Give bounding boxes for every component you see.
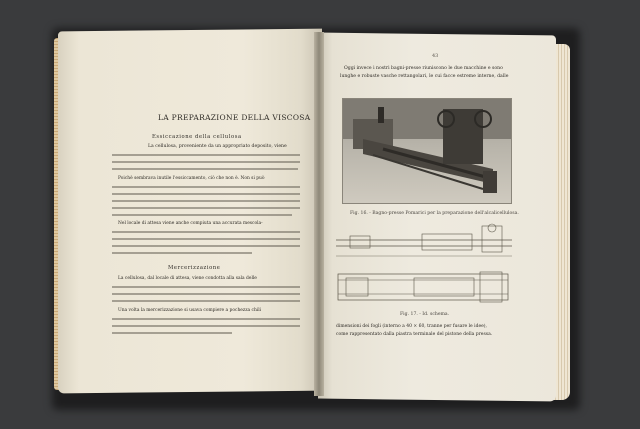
page-number: 43 <box>432 53 439 59</box>
text-line <box>112 186 300 188</box>
text-line <box>112 318 300 320</box>
closing-line-1: dimensioni dei fogli (interno a 40 × 60, tranne per fusare le idee), <box>336 324 487 329</box>
text-line <box>112 300 300 302</box>
paragraph-line: Poichè sembrava inutile l'essiccamento, ciò che non è. Non si può <box>118 176 265 181</box>
text-line <box>112 325 300 327</box>
text-line <box>112 154 300 156</box>
paragraph-line: Una volta la mercerizzazione si usava compiere a pochezza chili <box>118 308 262 313</box>
text-line <box>112 207 300 209</box>
figure-17-caption: Fig. 17. - Id. schema. <box>400 312 450 317</box>
text-line <box>112 293 300 295</box>
paragraph-line: Nel locale di attesa viene anche compiuta una accurata mescola- <box>118 221 263 226</box>
section-heading-mercerizzazione: Mercerizzazione <box>168 265 221 271</box>
figure-16-caption: Fig. 16. - Bagno-presse Pomarici per la preparazione dell'alcalicellulosa. <box>350 211 519 216</box>
book-gutter <box>314 32 324 396</box>
side-elevation-drawing <box>332 220 516 264</box>
text-line <box>112 193 300 195</box>
text-line <box>112 231 300 233</box>
press-machine-illustration <box>343 99 511 203</box>
plan-view-drawing <box>334 268 514 308</box>
text-line <box>112 214 292 216</box>
machine-photo <box>342 98 512 204</box>
text-line <box>112 252 252 254</box>
text-line <box>112 245 300 247</box>
closing-line-2: come rappresentato dalla piastra terminale del pistone della pressa. <box>336 332 493 337</box>
text-line <box>112 168 298 170</box>
left-page <box>58 29 322 394</box>
text-line <box>112 200 300 202</box>
text-line <box>112 286 300 288</box>
intro-line: Oggi invece i nostri bagni-presse riuniscono le due macchine e sono <box>344 66 503 71</box>
paragraph-line: La cellulosa, proveniente da un appropriato deposito, viene <box>148 144 287 149</box>
text-line <box>112 332 232 334</box>
text-line <box>112 238 300 240</box>
right-page <box>318 33 556 402</box>
paragraph-line: La cellulosa, dal locale di attesa, viene condotta alla sala delle <box>118 276 257 281</box>
page-title: LA PREPARAZIONE DELLA VISCOSA <box>158 113 311 122</box>
intro-line-2: lunghe e robuste vasche rettangolari, le cui facce estreme interne, dalle <box>340 74 509 79</box>
text-line <box>112 161 300 163</box>
section-heading-essiccazione: Essiccazione della cellulosa <box>152 134 242 140</box>
